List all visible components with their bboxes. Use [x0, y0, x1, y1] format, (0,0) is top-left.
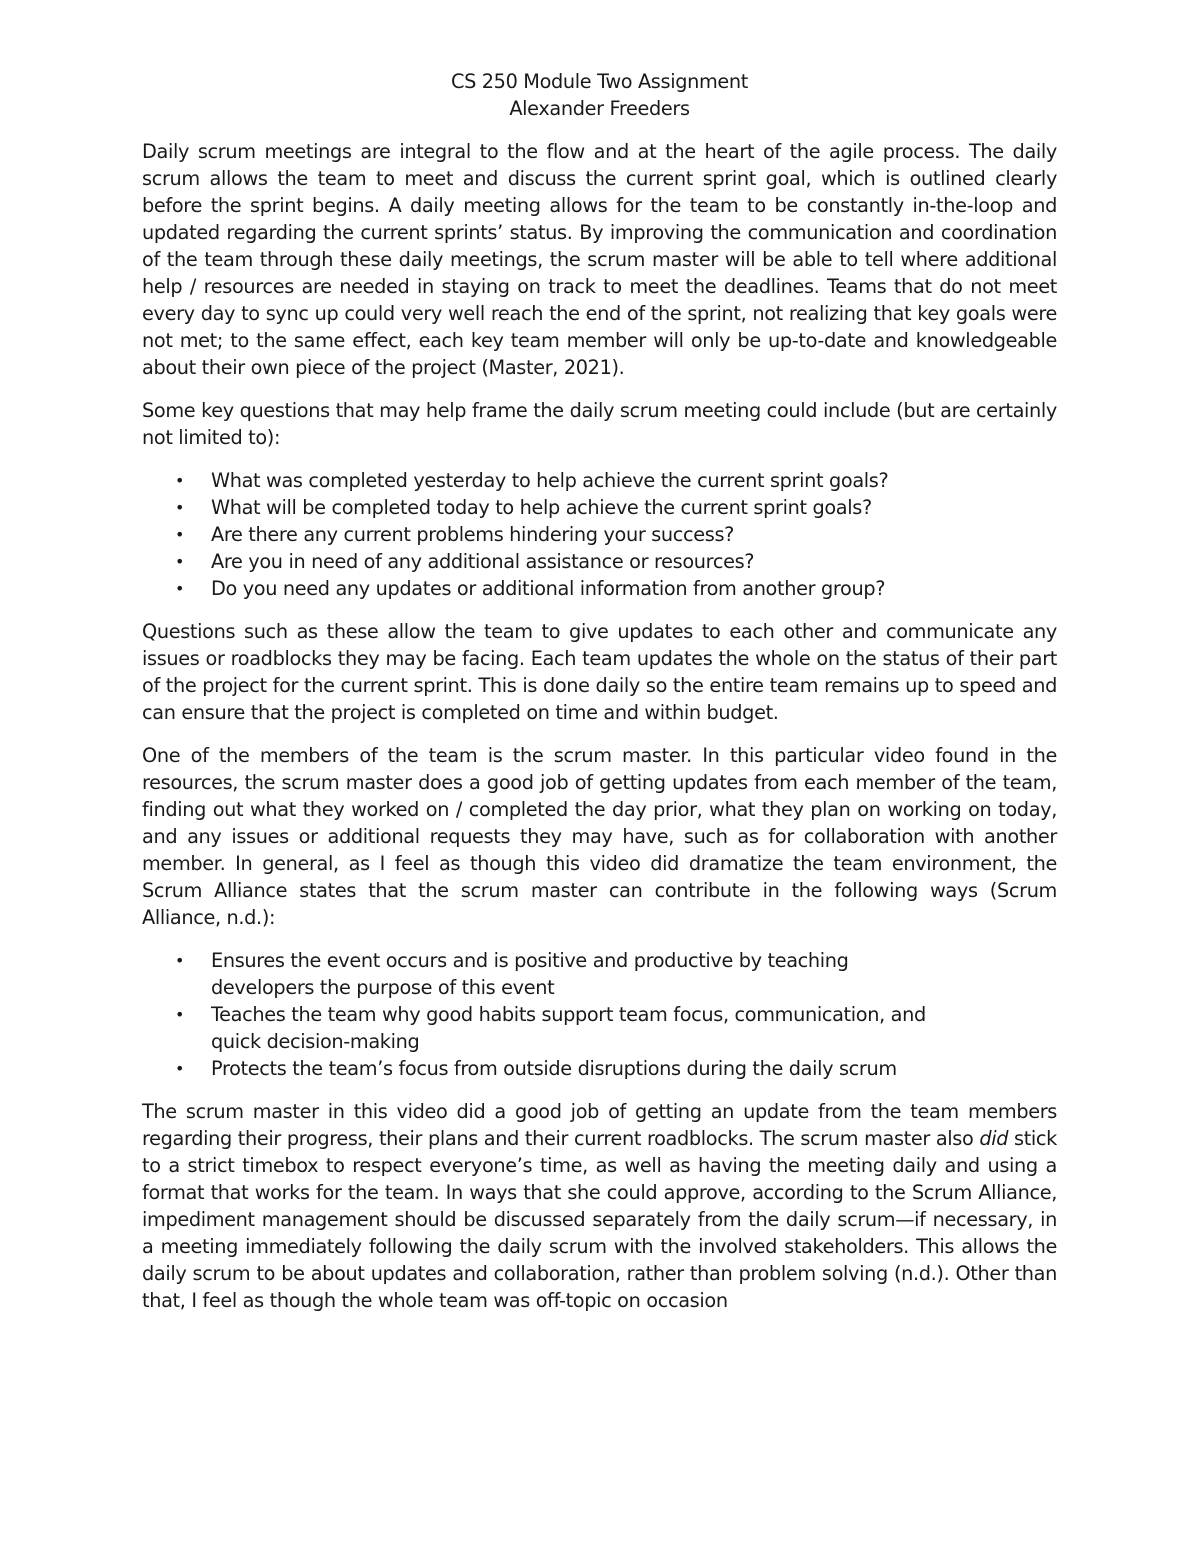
document-page — [142, 68, 1057, 1330]
list-item — [142, 494, 1057, 521]
list-item — [142, 947, 1057, 1001]
bullet-icon: • — [175, 579, 185, 598]
list-item-text: What will be completed today to help achieve the current sprint goals? — [211, 496, 872, 519]
list-item — [142, 521, 1057, 548]
list-item-text: Are there any current problems hindering your success? — [211, 523, 735, 546]
bullet-icon: • — [175, 1059, 185, 1078]
bullet-icon: • — [175, 525, 185, 544]
paragraph-intro: Daily scrum meetings are integral to the flow and at the heart of the agile process. The daily scrum allows the team to meet and discuss the current sprint goal, which is outlined clearly before the sprint begins. A daily meeting allows for the team to be constantly in-the-loop and updated regarding the current sprints’ status. By improving the communication and coordination of the team through these daily meetings, the scrum master will be able to tell where additional help / resources are needed in staying on track to meet the deadlines. Teams that do not meet every day to sync up could very well reach the end of the sprint, not realizing that key goals were not met; to the same effect, each key team member will only be up-to-date and knowledgeable about their own piece of the project (Master, 2021). — [142, 140, 1057, 379]
paragraph-evaluation-part2: stick to a strict timebox to respect everyone’s time, as well as having the meeting daily and using a format that works for the team. In ways that she could approve, according to the Scrum Alliance, impediment management should be discussed separately from the daily scrum—if necessary, in a meeting immediately following the daily scrum with the involved stakeholders. This allows the daily scrum to be about updates and collaboration, rather than problem solving (n.d.). Other than that, I feel as though the whole team was off-topic on occasion — [142, 1127, 1057, 1312]
list-item — [142, 1055, 1057, 1082]
document-title: CS 250 Module Two Assignment — [450, 70, 748, 93]
bullet-icon: • — [175, 498, 185, 517]
bullet-icon: • — [175, 951, 185, 970]
paragraph-questions-purpose: Questions such as these allow the team to give updates to each other and communicate any issues or roadblocks they may be facing. Each team updates the whole on the status of their part of the project for the current sprint. This is done daily so the entire team remains up to speed and can ensure that the project is completed on time and within budget. — [142, 620, 1057, 724]
paragraph-key-questions-intro: Some key questions that may help frame the daily scrum meeting could include (but are certainly not limited to): — [142, 399, 1057, 449]
list-item-text: Are you in need of any additional assistance or resources? — [211, 550, 755, 573]
list-item — [142, 575, 1057, 602]
paragraph-evaluation-part1: The scrum master in this video did a good job of getting an update from the team members regarding their progress, their plans and their current roadblocks. The scrum master also — [142, 1100, 1057, 1150]
paragraph-scrum-master: One of the members of the team is the scrum master. In this particular video found in the resources, the scrum master does a good job of getting updates from each member of the team, finding out what they worked on / completed the day prior, what they plan on working on today, and any issues or additional requests they may have, such as for collaboration with another member. In general, as I feel as though this video did dramatize the team environment, the Scrum Alliance states that the scrum master can contribute in the following ways (Scrum Alliance, n.d.): — [142, 744, 1057, 929]
list-item-text: What was completed yesterday to help achieve the current sprint goals? — [211, 469, 889, 492]
bullet-icon: • — [175, 471, 185, 490]
emphasis-did: did — [979, 1127, 1009, 1150]
list-item — [142, 467, 1057, 494]
list-item — [142, 548, 1057, 575]
bullet-icon: • — [175, 1005, 185, 1024]
bullet-icon: • — [175, 552, 185, 571]
list-item-text: Protects the team’s focus from outside disruptions during the daily scrum — [211, 1057, 897, 1080]
list-item — [142, 1001, 1057, 1055]
document-author: Alexander Freeders — [509, 97, 690, 120]
paragraph-evaluation — [142, 1098, 1057, 1314]
list-item-text: Teaches the team why good habits support team focus, communication, and quick decision-making — [211, 1003, 926, 1053]
list-item-text: Ensures the event occurs and is positive and productive by teaching developers the purpose of this event — [211, 949, 849, 999]
list-item-text: Do you need any updates or additional information from another group? — [211, 577, 886, 600]
key-questions-list — [142, 467, 1057, 602]
scrum-master-contributions-list — [142, 947, 1057, 1082]
